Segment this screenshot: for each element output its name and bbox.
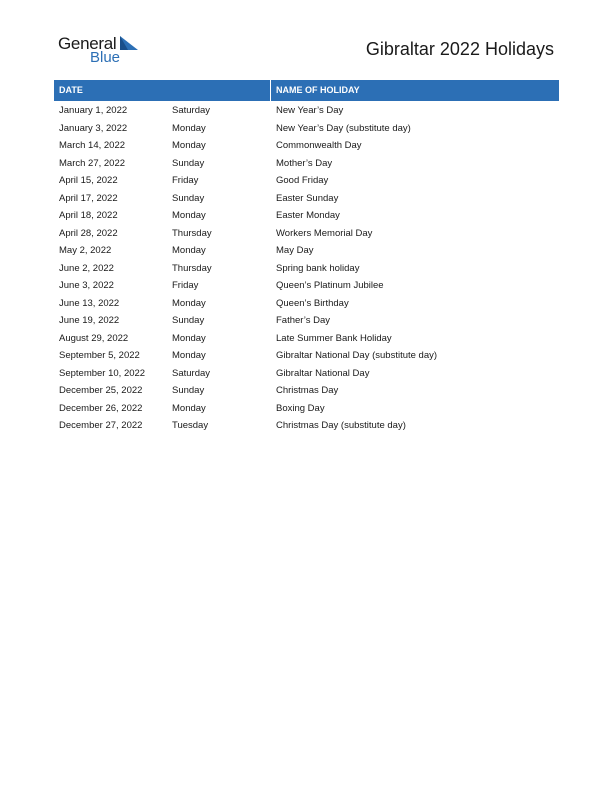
table-row — [54, 120, 559, 138]
table-row — [54, 277, 559, 295]
row-date: April 18, 2022 — [59, 210, 118, 221]
row-day: Tuesday — [172, 420, 209, 431]
row-day: Monday — [172, 122, 206, 134]
row-date: April 28, 2022 — [59, 227, 118, 239]
row-date: December 26, 2022 — [59, 402, 143, 414]
table-row — [54, 295, 559, 313]
row-day: Friday — [172, 280, 199, 291]
table-row — [54, 102, 559, 120]
holiday-list — [54, 102, 559, 435]
row-day: Monday — [172, 332, 206, 344]
table-row — [54, 417, 559, 435]
table-row — [54, 400, 559, 418]
row-date: September 10, 2022 — [59, 367, 146, 379]
table-row — [54, 207, 559, 225]
table-row — [54, 242, 559, 260]
row-holiday: Good Friday — [276, 175, 329, 186]
row-holiday: Easter Sunday — [276, 192, 339, 204]
row-holiday: Workers Memorial Day — [276, 227, 373, 239]
row-day: Saturday — [172, 367, 211, 379]
table-row — [54, 225, 559, 243]
logo-triangle-icon — [118, 36, 140, 52]
row-date: April 15, 2022 — [59, 175, 118, 186]
row-date: January 3, 2022 — [59, 122, 128, 134]
table-row — [54, 382, 559, 400]
logo-word-blue: Blue — [90, 49, 121, 66]
row-date: December 27, 2022 — [59, 420, 143, 431]
table-row — [54, 365, 559, 383]
header-date: DATE — [59, 85, 83, 95]
row-holiday: Christmas Day — [276, 385, 339, 396]
header-divider — [270, 80, 271, 101]
row-date: June 2, 2022 — [59, 262, 114, 274]
row-day: Thursday — [172, 262, 212, 274]
row-date: March 14, 2022 — [59, 140, 126, 151]
row-holiday: Spring bank holiday — [276, 262, 360, 274]
header-holiday-name: NAME OF HOLIDAY — [276, 85, 360, 95]
row-date: August 29, 2022 — [59, 332, 129, 344]
row-holiday: Father’s Day — [276, 315, 331, 326]
row-holiday: Boxing Day — [276, 402, 325, 414]
row-holiday: New Year’s Day (substitute day) — [276, 122, 411, 134]
row-day: Friday — [172, 175, 199, 186]
row-date: September 5, 2022 — [59, 350, 140, 361]
row-day: Monday — [172, 402, 206, 414]
table-row — [54, 190, 559, 208]
row-date: June 13, 2022 — [59, 297, 120, 309]
table-row — [54, 172, 559, 190]
table-row — [54, 312, 559, 330]
row-holiday: New Year’s Day — [276, 105, 344, 116]
row-day: Monday — [172, 140, 206, 151]
table-row — [54, 260, 559, 278]
row-holiday: Late Summer Bank Holiday — [276, 332, 392, 344]
row-day: Monday — [172, 350, 206, 361]
row-date: June 3, 2022 — [59, 280, 114, 291]
row-day: Saturday — [172, 105, 211, 116]
table-row — [54, 347, 559, 365]
row-date: May 2, 2022 — [59, 245, 112, 256]
table-row — [54, 330, 559, 348]
row-date: June 19, 2022 — [59, 315, 120, 326]
row-date: December 25, 2022 — [59, 385, 143, 396]
logo-word-general: General — [58, 34, 117, 53]
row-date: January 1, 2022 — [59, 105, 128, 116]
row-date: March 27, 2022 — [59, 157, 126, 169]
table-row — [54, 155, 559, 173]
row-holiday: May Day — [276, 245, 314, 256]
row-day: Sunday — [172, 385, 205, 396]
row-day: Sunday — [172, 315, 205, 326]
table-row — [54, 137, 559, 155]
row-day: Monday — [172, 297, 206, 309]
row-day: Sunday — [172, 192, 205, 204]
row-holiday: Easter Monday — [276, 210, 340, 221]
row-holiday: Queen’s Birthday — [276, 297, 349, 309]
row-day: Thursday — [172, 227, 212, 239]
generalblue-logo — [58, 34, 148, 68]
row-holiday: Gibraltar National Day (substitute day) — [276, 350, 438, 361]
row-holiday: Christmas Day (substitute day) — [276, 420, 406, 431]
row-day: Monday — [172, 245, 206, 256]
row-day: Sunday — [172, 157, 205, 169]
row-day: Monday — [172, 210, 206, 221]
row-holiday: Commonwealth Day — [276, 140, 362, 151]
row-holiday: Queen’s Platinum Jubilee — [276, 280, 384, 291]
row-holiday: Mother’s Day — [276, 157, 333, 169]
page-title: Gibraltar 2022 Holidays — [365, 39, 554, 59]
row-date: April 17, 2022 — [59, 192, 118, 204]
table-header — [54, 80, 559, 101]
row-holiday: Gibraltar National Day — [276, 367, 370, 379]
